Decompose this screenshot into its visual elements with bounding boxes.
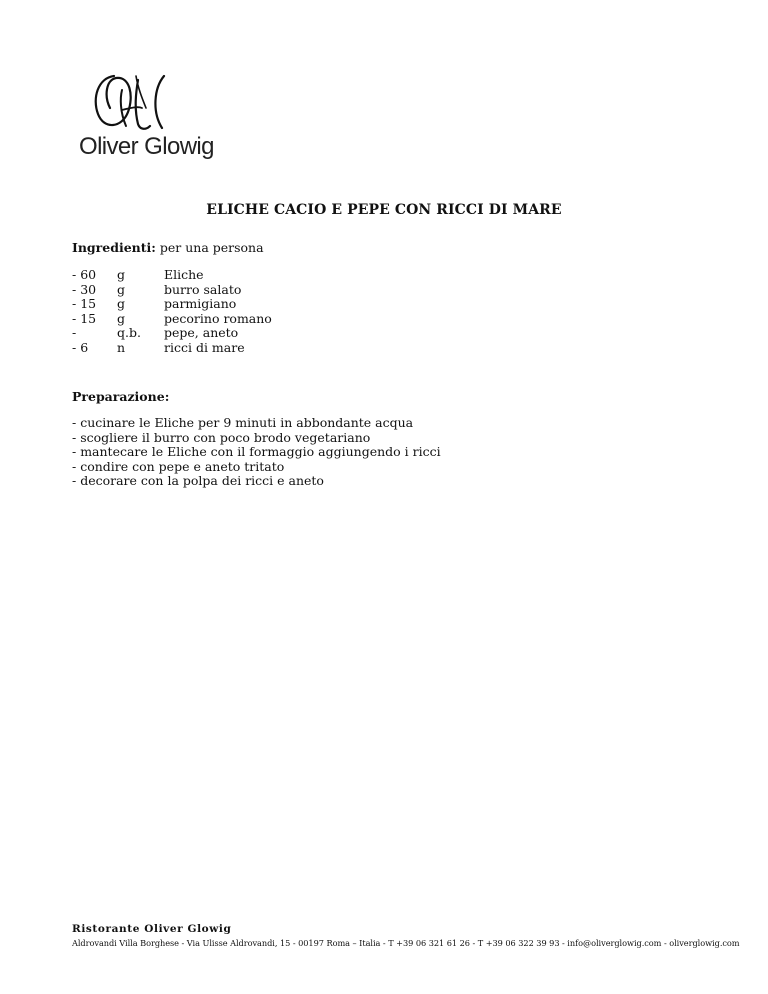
preparation-step: - decorare con la polpa dei ricci e aneto (72, 473, 324, 489)
ingredient-row (72, 326, 272, 341)
ingredient-qty: - 60 (72, 267, 97, 282)
ingredients-note: per una persona (155, 240, 264, 255)
recipe-title: ELICHE CACIO E PEPE CON RICCI DI MARE (206, 202, 562, 218)
ingredient-unit: q.b. (117, 325, 141, 341)
ingredient-qty: - 30 (72, 281, 97, 297)
ingredient-name: Eliche (164, 267, 204, 282)
preparation-heading: Preparazione: (72, 389, 170, 404)
ingredients-label: Ingredienti: (72, 240, 156, 255)
ingredient-unit: g (117, 267, 126, 282)
logo (76, 68, 226, 168)
preparation-step: - scogliere il burro con poco brodo vegetariano (72, 429, 371, 445)
ingredient-name: ricci di mare (164, 339, 245, 355)
preparation-step: - condire con pepe e aneto tritato (72, 458, 285, 474)
ingredient-unit: g (117, 296, 126, 312)
ingredient-name: pecorino romano (164, 310, 272, 326)
ingredients-heading (72, 240, 264, 255)
preparation-step: - mantecare le Eliche con il formaggio aggiungendo i ricci (72, 444, 441, 460)
ingredient-row (72, 283, 272, 298)
preparation-list (72, 416, 441, 489)
ingredient-name: burro salato (164, 281, 242, 297)
footer-address: Aldrovandi Villa Borghese - Via Ulisse Aldrovandi, 15 - 00197 Roma – Italia - T +39 06 321 61 26 - T +39 06 322 39 93 - info@oliverglowig.com - oliverglowig.com (72, 938, 740, 948)
preparation-step: - cucinare le Eliche per 9 minuti in abbondante acqua (72, 415, 414, 430)
ingredient-unit: g (117, 310, 126, 326)
logo-monogram-icon (76, 68, 186, 134)
ingredient-qty: - 6 (72, 339, 89, 355)
ingredient-row (72, 341, 272, 356)
ingredient-row (72, 312, 272, 327)
ingredient-row (72, 297, 272, 312)
ingredient-name: pepe, aneto (164, 325, 239, 341)
footer-restaurant-name: Ristorante Oliver Glowig (72, 923, 232, 935)
ingredient-unit: n (117, 339, 126, 355)
ingredient-qty: - 15 (72, 296, 97, 312)
ingredient-name: parmigiano (164, 296, 237, 312)
logo-text: Oliver Glowig (79, 133, 214, 160)
ingredient-qty: - 15 (72, 310, 97, 326)
ingredient-unit: g (117, 281, 126, 297)
ingredient-row (72, 268, 272, 283)
ingredients-list (72, 268, 272, 356)
ingredient-qty: - (72, 325, 77, 341)
